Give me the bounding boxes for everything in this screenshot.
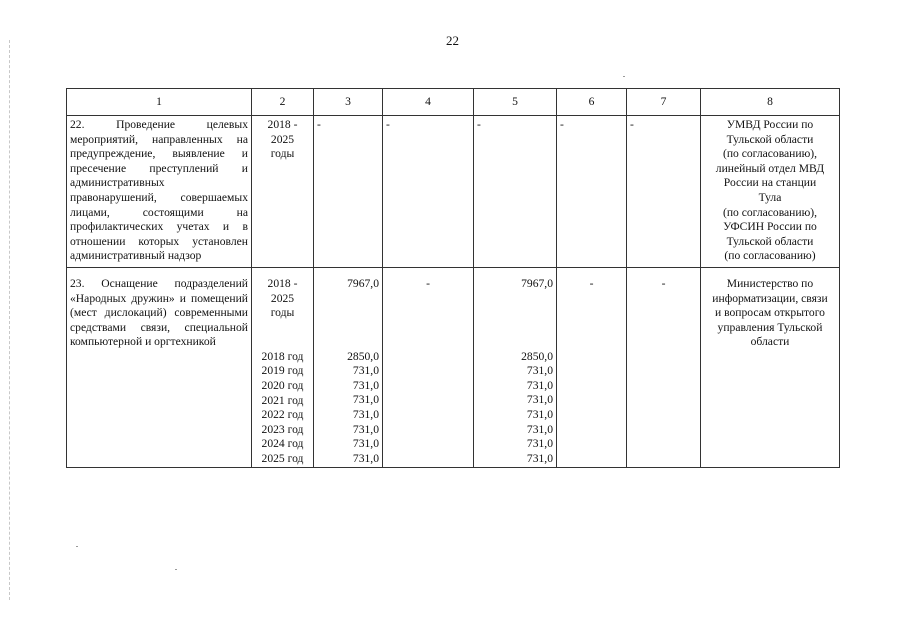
program-table <box>66 88 840 468</box>
scan-speck <box>76 546 78 547</box>
yearly-value: 731,0 <box>526 378 553 392</box>
value-cell-5 <box>474 268 557 468</box>
year-label: 2025 год <box>261 451 304 465</box>
activity-cell: 23. Оснащение подразделений «Народных дружин» и помещений (мест дислокаций) современными средствами связи, специальной компьютерной и оргтехникой <box>67 268 252 468</box>
yearly-value: 731,0 <box>352 437 379 451</box>
period-cell <box>252 268 314 468</box>
period-line: 2018 - <box>267 118 298 131</box>
col-header-2: 2 <box>252 89 314 116</box>
value-cell-3 <box>314 268 383 468</box>
value-cell-4: - <box>383 116 474 268</box>
value-cell-7: - <box>627 116 701 268</box>
period-line: годы <box>270 147 295 161</box>
yearly-value: 731,0 <box>352 451 379 465</box>
value-cell-4: - <box>383 268 474 468</box>
yearly-value: 731,0 <box>526 437 553 451</box>
scan-speck <box>623 76 625 77</box>
yearly-value: 731,0 <box>352 378 379 392</box>
yearly-value: 731,0 <box>526 451 553 465</box>
col-header-4: 4 <box>383 89 474 116</box>
scan-edge-line <box>9 40 10 600</box>
activity-cell: 22. Проведение целевых мероприятий, направленных на предупреждение, выявление и пресечение преступлений и административных правонарушений, совершаемых лицами, состоящими на профилактических учетах и в отношении которых установлен административный надзор <box>67 116 252 268</box>
col-header-1: 1 <box>67 89 252 116</box>
year-label: 2021 год <box>261 393 304 407</box>
executor-cell <box>701 268 840 468</box>
col-header-7: 7 <box>627 89 701 116</box>
page-number: 22 <box>446 33 459 48</box>
yearly-value: 731,0 <box>526 364 553 378</box>
col-header-5: 5 <box>474 89 557 116</box>
value-cell-3: - <box>314 116 383 268</box>
value-cell-5: - <box>474 116 557 268</box>
col-header-6: 6 <box>557 89 627 116</box>
period-line: 2018 - <box>267 277 298 290</box>
year-label: 2019 год <box>261 364 304 378</box>
years-list <box>255 350 310 467</box>
scan-speck <box>175 569 177 570</box>
yearly-value: 2850,0 <box>347 349 379 363</box>
period-line: 2025 <box>270 132 295 146</box>
year-label: 2018 год <box>261 349 304 363</box>
column-number-row <box>67 89 840 116</box>
value-cell-7: - <box>627 268 701 468</box>
col-header-8: 8 <box>701 89 840 116</box>
yearly-value: 731,0 <box>526 393 553 407</box>
yearly-value: 731,0 <box>352 407 379 421</box>
table-row <box>67 268 840 468</box>
yearly-value: 731,0 <box>352 364 379 378</box>
year-label: 2022 год <box>261 408 304 422</box>
yearly-value: 731,0 <box>526 422 553 436</box>
year-label: 2020 год <box>261 378 304 392</box>
period-line: 2025 <box>270 291 295 305</box>
yearly-value: 731,0 <box>352 393 379 407</box>
period-cell <box>252 116 314 268</box>
total-value: 7967,0 <box>521 277 553 290</box>
yearly-values-5 <box>477 350 553 467</box>
period-line: годы <box>270 306 295 320</box>
executor-text: Министерство по информатизации, связи и вопросам открытого управления Тульской области <box>712 277 828 349</box>
executor-cell <box>701 116 840 268</box>
executor-text: УМВД России по Тульской области (по согласованию), линейный отдел МВД России на станции Тула (по согласованию), УФСИН России по Тульской области (по согласованию) <box>715 118 825 263</box>
year-label: 2024 год <box>261 437 304 451</box>
value-cell-6: - <box>557 268 627 468</box>
yearly-value: 731,0 <box>352 422 379 436</box>
table-row <box>67 116 840 268</box>
year-label: 2023 год <box>261 422 304 436</box>
total-value: 7967,0 <box>347 277 379 290</box>
yearly-values-3 <box>317 350 379 467</box>
value-cell-6: - <box>557 116 627 268</box>
yearly-value: 2850,0 <box>521 349 553 363</box>
col-header-3: 3 <box>314 89 383 116</box>
yearly-value: 731,0 <box>526 407 553 421</box>
